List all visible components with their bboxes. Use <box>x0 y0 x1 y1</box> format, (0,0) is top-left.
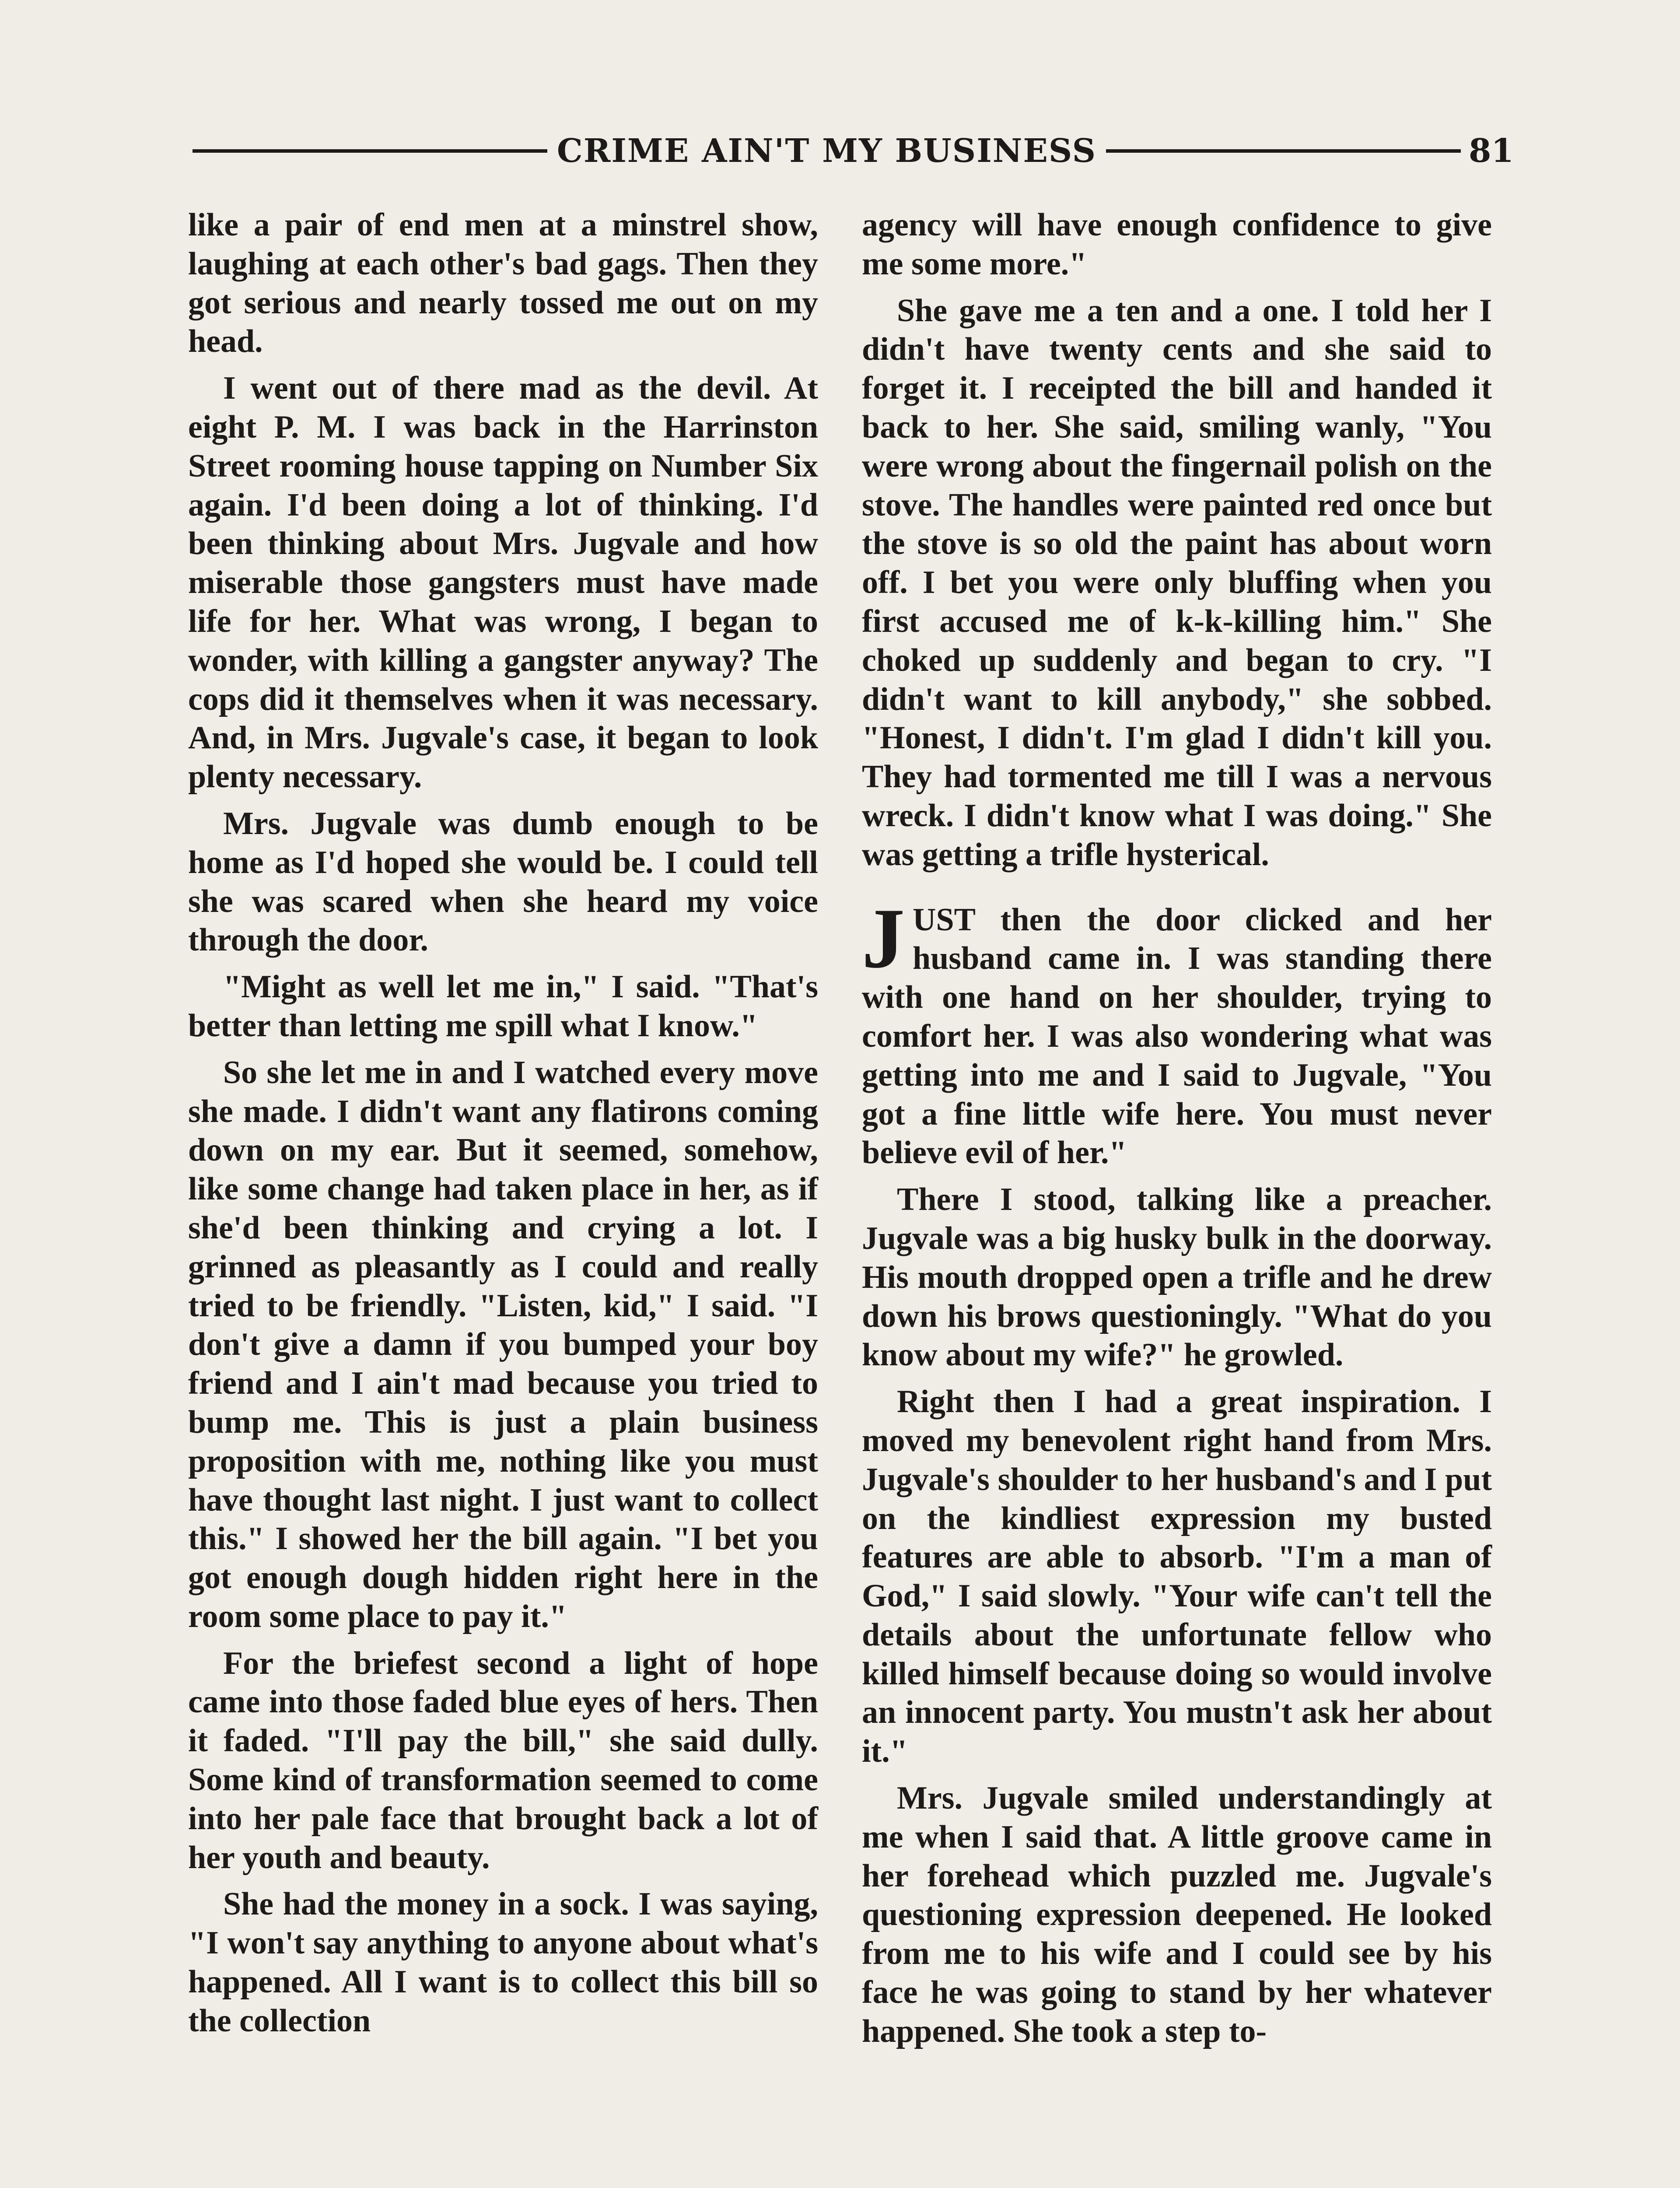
header-rule-right <box>1106 149 1461 153</box>
paragraph: She had the money in a sock. I was saying, "I won't say anything to anyone about what's happened. All I want is to collect this bill so the collection <box>188 1886 818 2039</box>
paragraph: like a pair of end men at a minstrel show, laughing at each other's bad gags. Then they got serious and nearly tossed me out on my head. <box>188 207 818 360</box>
story-title: CRIME AIN'T MY BUSINESS <box>556 132 1097 170</box>
drop-cap-letter: J <box>862 891 905 986</box>
paragraph: There I stood, talking like a preacher. Jugvale was a big husky bulk in the doorway. His mouth dropped open a trifle and he drew down his brows questioningly. "What do you know about my wife?" he growled. <box>862 1182 1492 1373</box>
running-header <box>192 127 1514 175</box>
left-column <box>188 206 818 2048</box>
paragraph: Mrs. Jugvale smiled understandingly at me when I said that. A little groove came in her forehead which puzzled me. Jugvale's questioning expression deepened. He looked from me to his wife and I could see by his face he was going to stand by her whatever happened. She took a step to- <box>862 1780 1492 2049</box>
paragraph: Right then I had a great inspiration. I moved my benevolent right hand from Mrs. Jugvale's shoulder to her husband's and I put on the kindliest expression my busted features are able to absorb. "I'm a man of God," I said slowly. "Your wife can't tell the details about the unfortunate fellow who killed himself because doing so would involve an innocent party. You mustn't ask her about it." <box>862 1384 1492 1770</box>
right-column <box>862 206 1492 2059</box>
paragraph: For the briefest second a light of hope came into those faded blue eyes of hers. Then it faded. "I'll pay the bill," she said dully. Some kind of transformation seemed to come into her pale face that brought back a lot of her youth and beauty. <box>188 1645 818 1876</box>
paragraph: I went out of there mad as the devil. At eight P. M. I was back in the Harrinston Street rooming house tapping on Number Six again. I'd been doing a lot of thinking. I'd been thinking about Mrs. Jugvale and how miserable those gangsters must have made life for her. What was wrong, I began to wonder, with killing a gangster anyway? The cops did it themselves when it was necessary. And, in Mrs. Jugvale's case, it began to look plenty necessary. <box>188 370 818 795</box>
paragraph: Mrs. Jugvale was dumb enough to be home as I'd hoped she would be. I could tell she was scared when she heard my voice through the door. <box>188 805 818 958</box>
drop-cap-paragraph <box>862 891 1492 1173</box>
header-rule-left <box>192 149 547 153</box>
drop-cap-text: UST then the door clicked and her husband came in. I was standing there with one hand on her shoulder, trying to comfort her. I was also wondering what was getting into me and I said to Jugvale, "You got a fine little wife here. You must never believe evil of her." <box>862 901 1492 1171</box>
paragraph: agency will have enough confidence to give me some more." <box>862 207 1492 282</box>
paragraph: So she let me in and I watched every move she made. I didn't want any flatirons coming down on my ear. But it seemed, somehow, like some change had taken place in her, as if she'd been thinking and crying a lot. I grinned as pleasantly as I could and really tried to be friendly. "Listen, kid," I said. "I don't give a damn if you bumped your boy friend and I ain't mad because you tried to bump me. This is just a plain business proposition with me, nothing like you must have thought last night. I just want to collect this." I showed her the bill again. "I bet you got enough dough hidden right here in the room some place to pay it." <box>188 1054 818 1634</box>
paragraph: "Might as well let me in," I said. "That's better than letting me spill what I know." <box>188 969 818 1044</box>
paragraph: She gave me a ten and a one. I told her I didn't have twenty cents and she said to forget it. I receipted the bill and handed it back to her. She said, smiling wanly, "You were wrong about the fingernail polish on the stove. The handles were painted red once but the stove is so old the paint has about worn off. I bet you were only bluffing when you first accused me of k-k-killing him." She choked up suddenly and began to cry. "I didn't want to kill anybody," she sobbed. "Honest, I didn't. I'm glad I didn't kill you. They had tormented me till I was a nervous wreck. I didn't know what I was doing." She was getting a trifle hysterical. <box>862 292 1492 873</box>
page-number: 81 <box>1469 132 1514 170</box>
